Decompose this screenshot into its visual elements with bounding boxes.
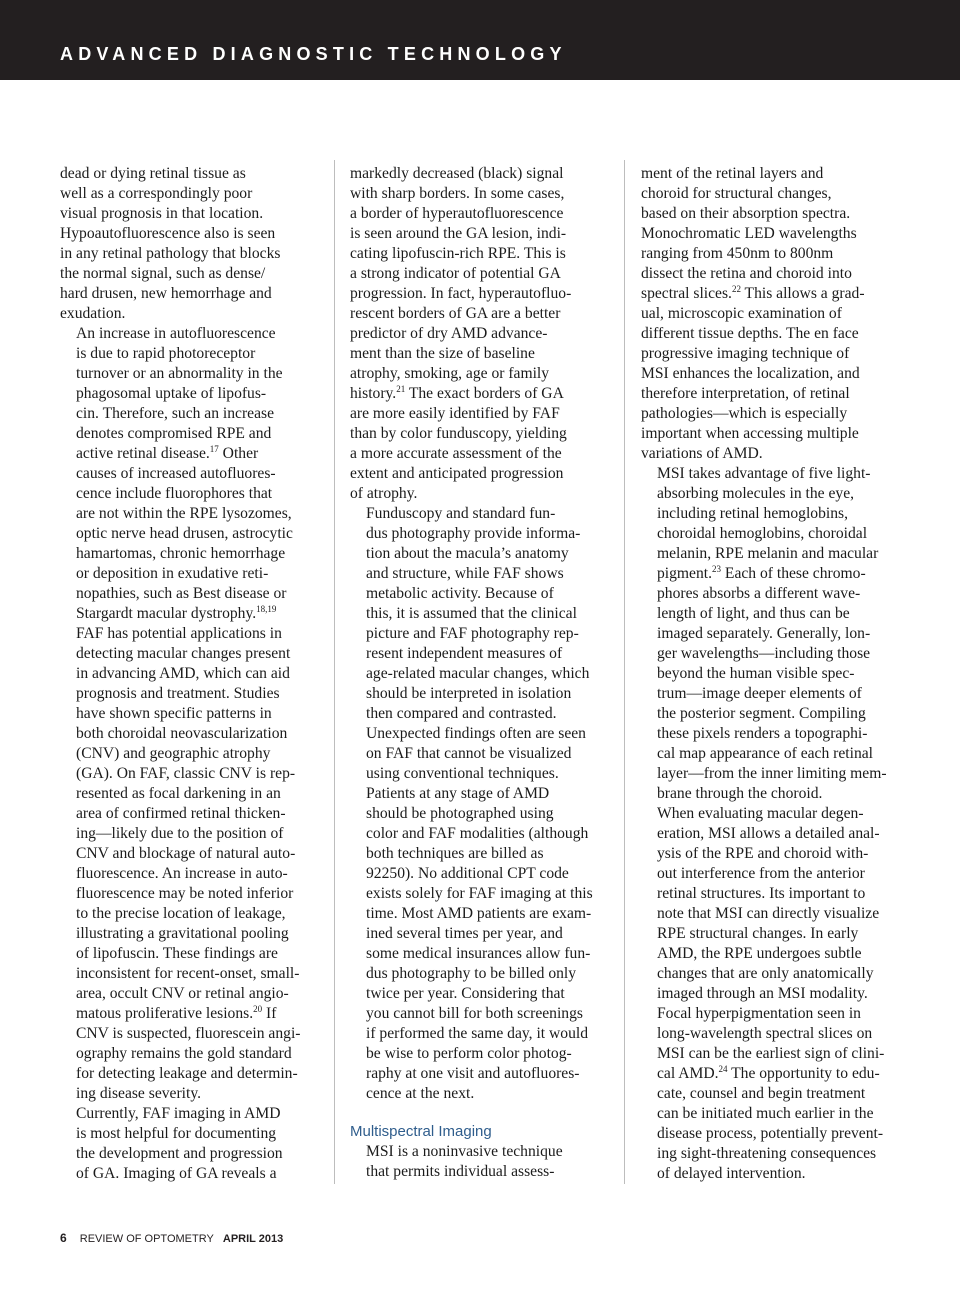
text-line: ment of the retinal layers and [641, 165, 824, 182]
text-line: ger wavelengths—including those [657, 645, 871, 662]
citation-superscript: 21 [396, 384, 406, 394]
text-line [641, 284, 903, 304]
text-line: beyond the human visible spec- [657, 665, 855, 682]
text-line: long-wavelength spectral slices on [657, 1025, 873, 1042]
text-line: therefore interpretation, of retinal [641, 385, 850, 402]
text-line: variations of AMD. [641, 445, 763, 462]
text-run: Other [218, 445, 259, 462]
text-line: should be photographed using [366, 805, 554, 822]
text-line: be wise to perform color photog- [366, 1045, 572, 1062]
text-line: should be interpreted in isolation [366, 685, 572, 702]
text-line: and structure, while FAF shows [366, 565, 564, 582]
text-line: raphy at one visit and autofluores- [366, 1065, 580, 1082]
text-line: rescent borders of GA are a better [350, 305, 561, 322]
text-column-1 [60, 164, 322, 1184]
text-line: metabolic activity. Because of [366, 585, 554, 602]
text-line: melanin, RPE melanin and macular [657, 545, 879, 562]
text-line: picture and FAF photography rep- [366, 625, 579, 642]
text-line: exudation. [60, 305, 126, 322]
text-line: then compared and contrasted. [366, 705, 557, 722]
text-line: resented as focal darkening in an [76, 785, 281, 802]
text-line: to the precise location of leakage, [76, 905, 286, 922]
text-line: ranging from 450nm to 800nm [641, 245, 834, 262]
text-line: some medical insurances allow fun- [366, 945, 591, 962]
text-line: a more accurate assessment of the [350, 445, 562, 462]
text-line: Patients at any stage of AMD [366, 785, 550, 802]
text-line: twice per year. Considering that [366, 985, 565, 1002]
text-line [60, 604, 322, 624]
text-line: important when accessing multiple [641, 425, 859, 442]
text-run: active retinal disease. [76, 445, 210, 462]
text-run: The exact borders of GA [405, 385, 564, 402]
citation-superscript: 23 [712, 564, 722, 574]
text-line [641, 564, 903, 584]
text-line: choroid for structural changes, [641, 185, 832, 202]
text-line: both choroidal neovascularization [76, 725, 288, 742]
text-line: area, occult CNV or retinal angio- [76, 985, 289, 1002]
text-line: ment than the size of baseline [350, 345, 535, 362]
text-line: of lipofuscin. These findings are [76, 945, 278, 962]
text-line: of delayed intervention. [657, 1165, 806, 1182]
text-line: ing disease severity. [76, 1085, 202, 1102]
text-line: have shown specific patterns in [76, 705, 272, 722]
text-line: ined several times per year, and [366, 925, 563, 942]
citation-superscript: 22 [731, 284, 741, 294]
text-run: Each of these chromo- [721, 565, 866, 582]
text-line: including retinal hemoglobins, [657, 505, 848, 522]
text-line: When evaluating macular degen- [657, 805, 864, 822]
text-line: dead or dying retinal tissue as [60, 165, 246, 182]
text-line: changes that are only anatomically [657, 965, 874, 982]
text-line: inconsistent for recent-onset, small- [76, 965, 300, 982]
text-line: detecting macular changes present [76, 645, 291, 662]
paragraph [60, 164, 322, 324]
text-line: this, it is assumed that the clinical [366, 605, 577, 622]
paragraph [350, 1142, 612, 1182]
text-line: ual, microscopic examination of [641, 305, 842, 322]
paragraph [60, 324, 322, 624]
column-divider [624, 160, 625, 1184]
text-line [641, 1064, 903, 1084]
text-line: MSI can be the earliest sign of clini- [657, 1045, 885, 1062]
text-line: age-related macular changes, which [366, 665, 590, 682]
text-line: cating lipofuscin-rich RPE. This is [350, 245, 566, 262]
text-line: causes of increased autofluores- [76, 465, 276, 482]
text-line: well as a correspondingly poor [60, 185, 253, 202]
issue-date: APRIL 2013 [222, 1233, 284, 1245]
text-line: dus photography provide informa- [366, 525, 581, 542]
text-line: that permits individual assess- [366, 1163, 555, 1180]
text-line: RPE structural changes. In early [657, 925, 859, 942]
text-line: cate, counsel and begin treatment [657, 1085, 866, 1102]
text-line: ysis of the RPE and choroid with- [657, 845, 869, 862]
text-line: based on their absorption spectra. [641, 205, 851, 222]
text-line: retinal structures. Its important to [657, 885, 866, 902]
text-line: ing sight-threatening consequences [657, 1145, 877, 1162]
text-line: can be initiated much earlier in the [657, 1105, 874, 1122]
text-line: of atrophy. [350, 485, 418, 502]
text-line: fluorescence. An increase in auto- [76, 865, 288, 882]
text-line: FAF has potential applications in [76, 625, 282, 642]
text-run: Stargardt macular dystrophy. [76, 605, 257, 622]
column-divider [334, 160, 335, 1184]
text-line: dus photography to be billed only [366, 965, 577, 982]
text-line: resent independent measures of [366, 645, 563, 662]
text-line: color and FAF modalities (although [366, 825, 589, 842]
citation-superscript: 24 [718, 1064, 728, 1074]
text-run: spectral slices. [641, 285, 732, 302]
text-line [60, 1004, 322, 1024]
citation-superscript: 20 [253, 1004, 263, 1014]
paragraph [60, 1104, 322, 1184]
text-line: trum—image deeper elements of [657, 685, 862, 702]
paragraph [60, 624, 322, 1104]
text-line: illustrating a gravitational pooling [76, 925, 289, 942]
text-line: absorbing molecules in the eye, [657, 485, 855, 502]
text-line: atrophy, smoking, age or family [350, 365, 550, 382]
citation-superscript: 18,19 [256, 604, 277, 614]
text-line: are more easily identified by FAF [350, 405, 560, 422]
text-line: Unexpected findings often are seen [366, 725, 586, 742]
text-line: 92250). No additional CPT code [366, 865, 569, 882]
text-line: with sharp borders. In some cases, [350, 185, 565, 202]
header-bar [0, 0, 960, 80]
text-line: exists solely for FAF imaging at this [366, 885, 593, 902]
text-line: in any retinal pathology that blocks [60, 245, 281, 262]
text-line: Hypoautofluorescence also is seen [60, 225, 276, 242]
text-line: are not within the RPE lysozomes, [76, 505, 292, 522]
text-run: If [262, 1005, 277, 1022]
text-line: eration, MSI allows a detailed anal- [657, 825, 880, 842]
publication-name: REVIEW OF OPTOMETRY [79, 1233, 214, 1245]
text-line: Currently, FAF imaging in AMD [76, 1105, 281, 1122]
paragraph [641, 804, 903, 1184]
text-line: for detecting leakage and determin- [76, 1065, 298, 1082]
text-line: optic nerve head drusen, astrocytic [76, 525, 293, 542]
text-line: these pixels renders a topographi- [657, 725, 868, 742]
text-line: hamartomas, chronic hemorrhage [76, 545, 286, 562]
section-title: ADVANCED DIAGNOSTIC TECHNOLOGY [60, 44, 567, 64]
text-line: is due to rapid photoreceptor [76, 345, 256, 362]
text-line: denotes compromised RPE and [76, 425, 272, 442]
text-line: both techniques are billed as [366, 845, 544, 862]
text-column-2 [350, 164, 612, 1182]
text-line: phagosomal uptake of lipofus- [76, 385, 267, 402]
text-line: CNV and blockage of natural auto- [76, 845, 296, 862]
text-run: This allows a grad- [740, 285, 865, 302]
text-line: MSI takes advantage of five light- [657, 465, 871, 482]
text-line: different tissue depths. The en face [641, 325, 859, 342]
text-line [60, 444, 322, 464]
text-line: markedly decreased (black) signal [350, 165, 564, 182]
text-line: is seen around the GA lesion, indi- [350, 225, 567, 242]
text-line: Funduscopy and standard fun- [366, 505, 556, 522]
text-line: extent and anticipated progression [350, 465, 564, 482]
text-line: (CNV) and geographic atrophy [76, 745, 271, 762]
text-line: the posterior segment. Compiling [657, 705, 866, 722]
text-run: pigment. [657, 565, 713, 582]
text-line: time. Most AMD patients are exam- [366, 905, 592, 922]
text-line: or deposition in exudative reti- [76, 565, 269, 582]
text-line: you cannot bill for both screenings [366, 1005, 583, 1022]
text-line: cence include fluorophores that [76, 485, 273, 502]
text-line: predictor of dry AMD advance- [350, 325, 548, 342]
text-line: prognosis and treatment. Studies [76, 685, 280, 702]
text-line: hard drusen, new hemorrhage and [60, 285, 272, 302]
paragraph [350, 784, 612, 1104]
paragraph [641, 164, 903, 464]
text-line: ography remains the gold standard [76, 1045, 292, 1062]
text-line: nopathies, such as Best disease or [76, 585, 287, 602]
text-line: AMD, the RPE undergoes subtle [657, 945, 862, 962]
text-line: length of light, and thus can be [657, 605, 850, 622]
paragraph [350, 164, 612, 504]
text-line: progression. In fact, hyperautofluo- [350, 285, 572, 302]
text-line: turnover or an abnormality in the [76, 365, 283, 382]
text-line: on FAF that cannot be visualized [366, 745, 572, 762]
text-line: dissect the retina and choroid into [641, 265, 852, 282]
citation-superscript: 17 [209, 444, 219, 454]
text-line: MSI enhances the localization, and [641, 365, 860, 382]
text-line: fluorescence may be noted inferior [76, 885, 294, 902]
page-number: 6 [60, 1231, 67, 1245]
text-line: cal map appearance of each retinal [657, 745, 874, 762]
text-line: Focal hyperpigmentation seen in [657, 1005, 861, 1022]
paragraph [641, 464, 903, 804]
text-line: ing—likely due to the position of [76, 825, 284, 842]
text-line: choroidal hemoglobins, choroidal [657, 525, 868, 542]
text-line: Monochromatic LED wavelengths [641, 225, 857, 242]
text-line: progressive imaging technique of [641, 345, 850, 362]
text-line: cence at the next. [366, 1085, 475, 1102]
text-line: a border of hyperautofluorescence [350, 205, 564, 222]
paragraph [350, 504, 612, 784]
text-line: of GA. Imaging of GA reveals a [76, 1165, 277, 1182]
text-line: if performed the same day, it would [366, 1025, 588, 1042]
text-line: using conventional techniques. [366, 765, 559, 782]
text-line: visual prognosis in that location. [60, 205, 264, 222]
text-line: layer—from the inner limiting mem- [657, 765, 887, 782]
text-run: The opportunity to edu- [727, 1065, 880, 1082]
text-line: pathologies—which is especially [641, 405, 848, 422]
text-line: note that MSI can directly visualize [657, 905, 880, 922]
text-line: brane through the choroid. [657, 785, 823, 802]
text-run: history. [350, 385, 397, 402]
text-line: imaged through an MSI modality. [657, 985, 868, 1002]
text-line: area of confirmed retinal thicken- [76, 805, 286, 822]
text-line: the development and progression [76, 1145, 283, 1162]
text-line: CNV is suspected, fluorescein angi- [76, 1025, 301, 1042]
text-column-3 [641, 164, 903, 1184]
text-run: matous proliferative lesions. [76, 1005, 254, 1022]
text-line: the normal signal, such as dense/ [60, 265, 266, 282]
text-line: out interference from the anterior [657, 865, 865, 882]
subheading: Multispectral Imaging [350, 1123, 492, 1140]
text-line: cin. Therefore, such an increase [76, 405, 274, 422]
text-line: (GA). On FAF, classic CNV is rep- [76, 765, 296, 782]
text-line: in advancing AMD, which can aid [76, 665, 290, 682]
text-line [350, 384, 612, 404]
text-line: disease process, potentially prevent- [657, 1125, 884, 1142]
text-line: than by color funduscopy, yielding [350, 425, 567, 442]
text-line: is most helpful for documenting [76, 1125, 277, 1142]
text-line: phores absorbs a different wave- [657, 585, 861, 602]
text-run: cal AMD. [657, 1065, 719, 1082]
text-line: tion about the macula’s anatomy [366, 545, 569, 562]
page-footer [60, 1231, 283, 1246]
text-line: MSI is a noninvasive technique [366, 1143, 563, 1160]
text-line: imaged separately. Generally, lon- [657, 625, 871, 642]
text-line: a strong indicator of potential GA [350, 265, 561, 282]
text-line: An increase in autofluorescence [76, 325, 276, 342]
